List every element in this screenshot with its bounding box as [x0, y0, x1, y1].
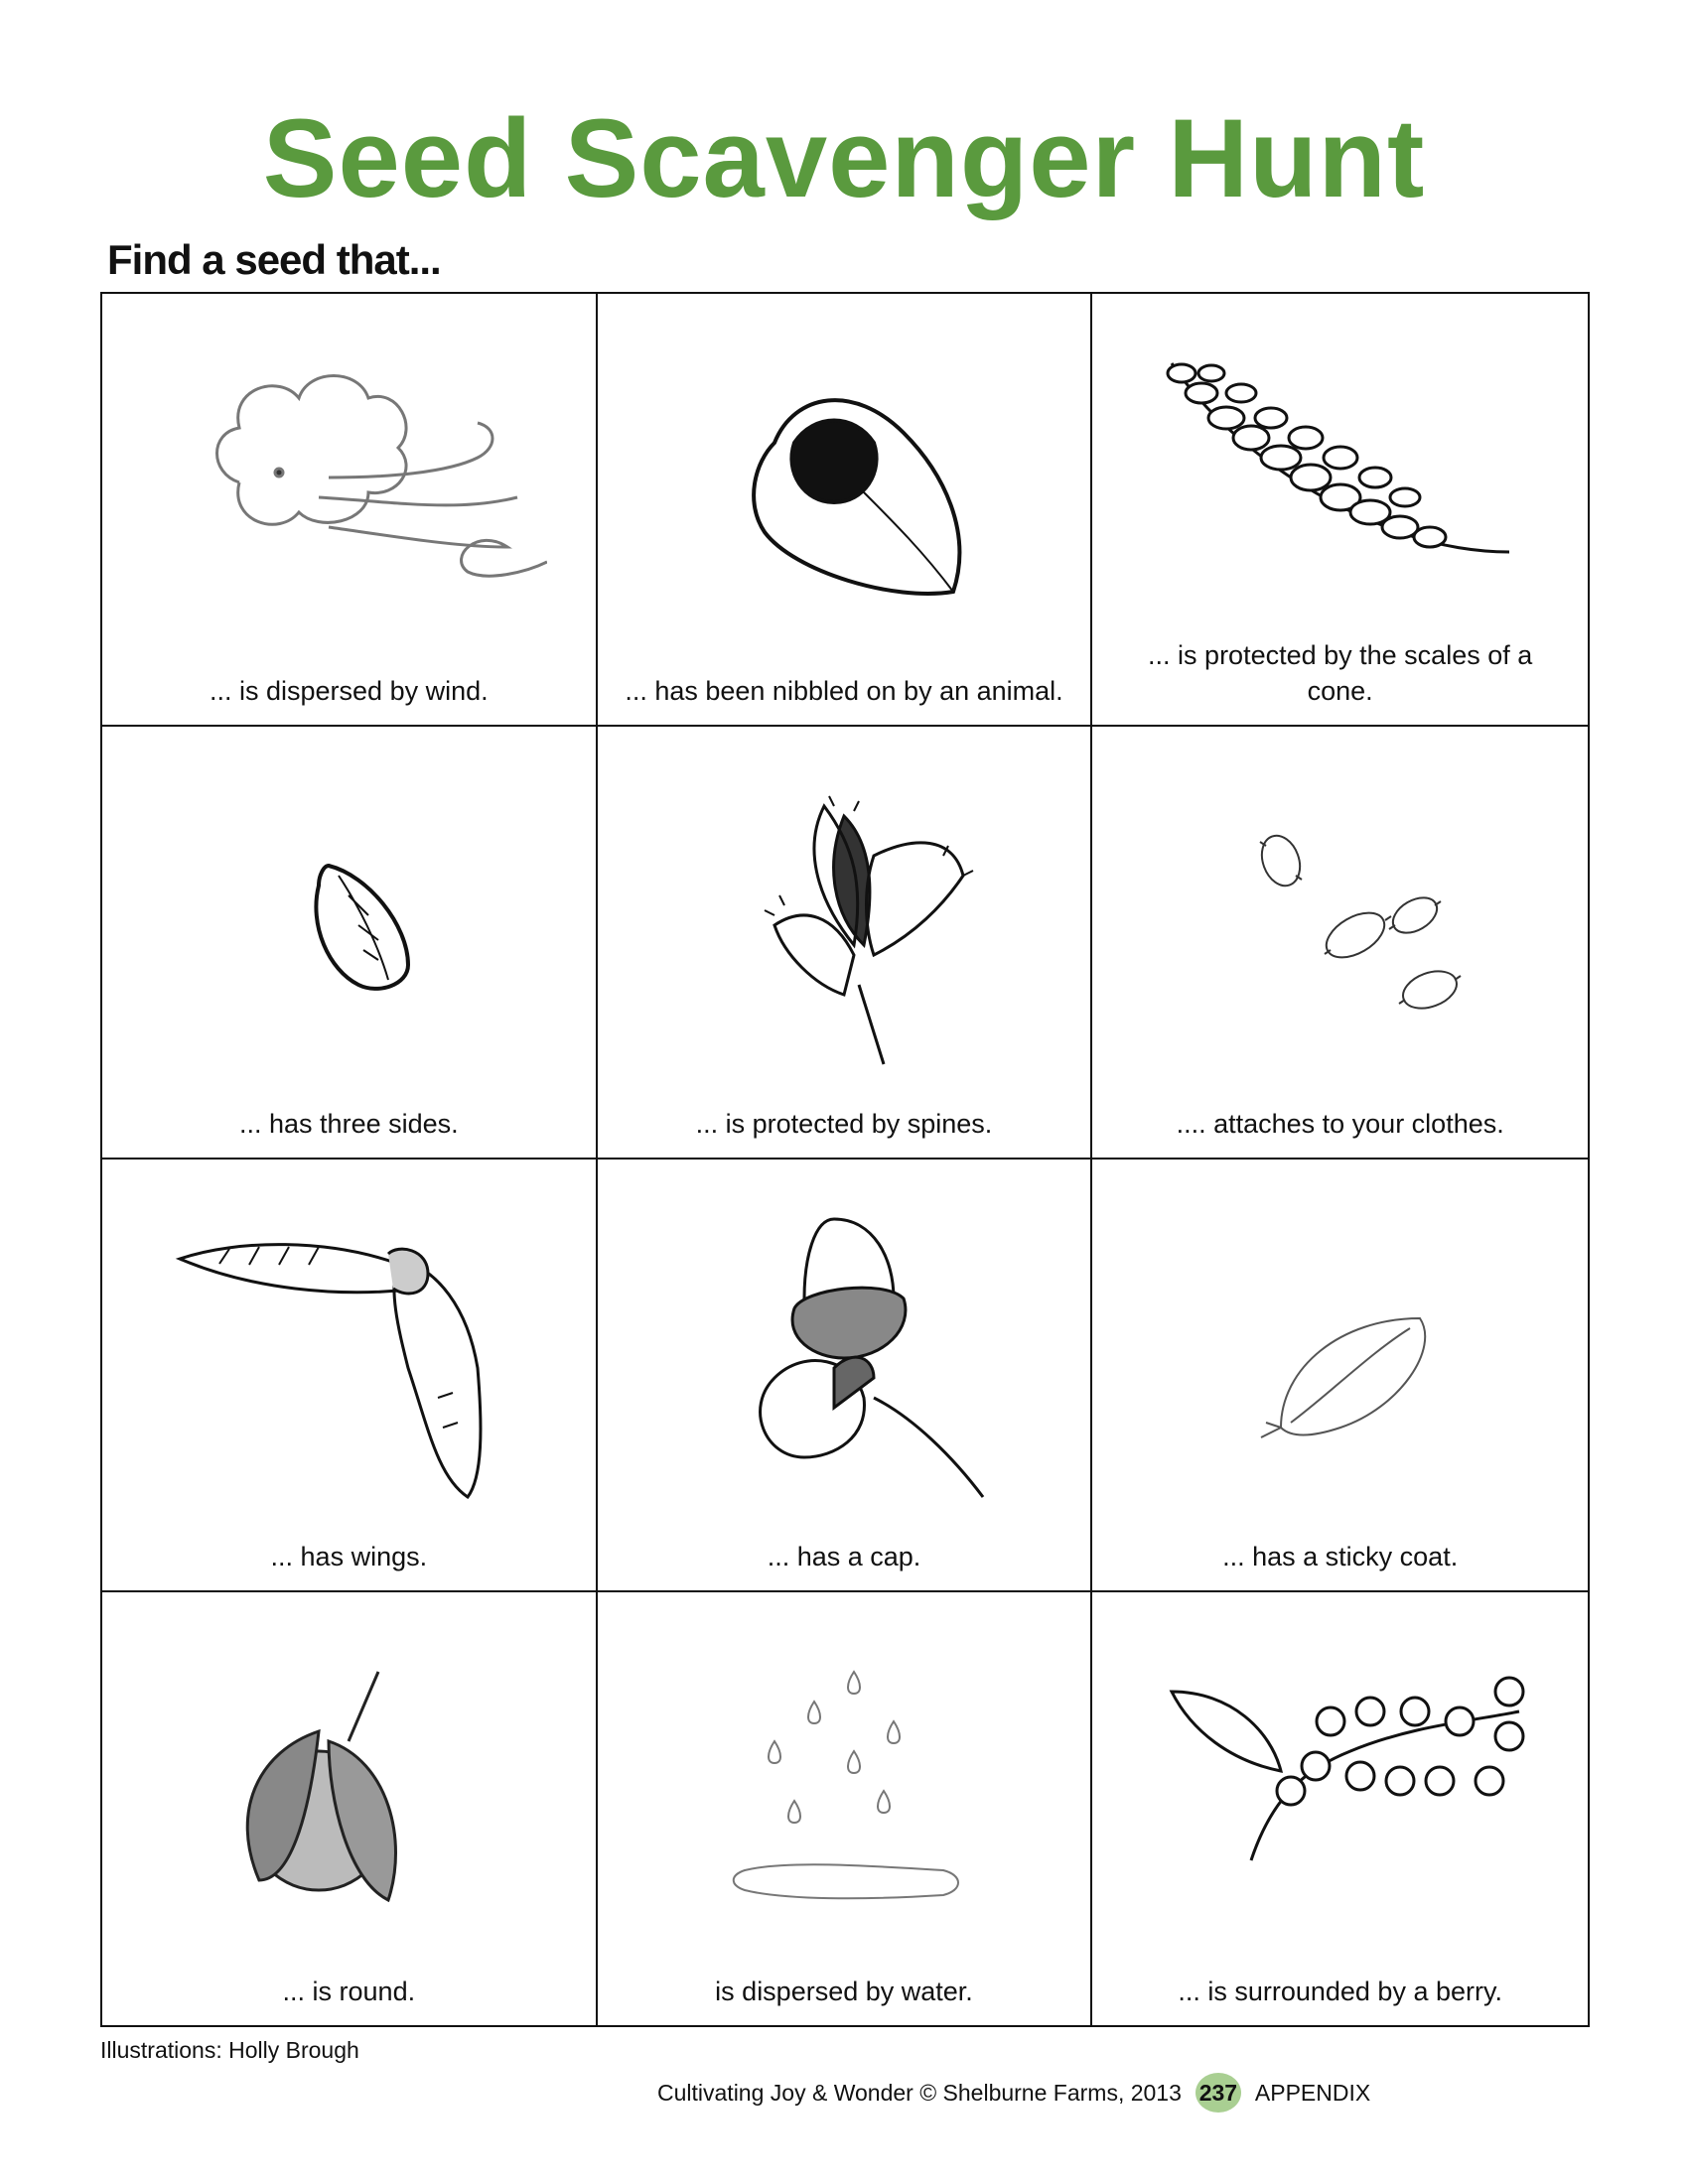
winged-seed-icon — [150, 1199, 547, 1527]
page-number-badge: 237 — [1196, 2073, 1241, 2113]
spiny-husk-icon — [645, 766, 1043, 1094]
grid-cell-wings — [102, 1160, 598, 1592]
cell-caption: ... has wings. — [270, 1542, 428, 1571]
grid-cell-spines — [598, 727, 1093, 1160]
cell-caption: ... is surrounded by a berry. — [1178, 1977, 1502, 2006]
round-seed-pod-icon — [150, 1632, 547, 1960]
footer-section: APPENDIX — [1254, 2079, 1371, 2106]
cell-caption: ... is protected by spines. — [695, 1109, 993, 1139]
sticky-seed-icon — [1142, 1199, 1539, 1527]
grid-cell-wind — [102, 294, 598, 727]
grid-cell-sticky — [1092, 1160, 1588, 1592]
three-sided-seed-icon — [150, 766, 547, 1094]
grid-cell-round — [102, 1592, 598, 2025]
page-subtitle: Find a seed that... — [107, 236, 441, 283]
cell-caption: ... has a sticky coat. — [1222, 1542, 1459, 1571]
berry-branch-icon — [1132, 1632, 1549, 1960]
cone-scales-icon — [1132, 334, 1549, 592]
burr-seeds-icon — [1142, 766, 1539, 1094]
grid-cell-three-sides — [102, 727, 598, 1160]
water-drops-icon — [645, 1632, 1043, 1960]
cell-caption: .... attaches to your clothes. — [1176, 1109, 1504, 1139]
page-title: Seed Scavenger Hunt — [262, 96, 1426, 220]
nibbled-nut-icon — [645, 334, 1043, 661]
grid-cell-nibbled — [598, 294, 1093, 727]
page-footer — [657, 2073, 1370, 2113]
illustration-credit: Illustrations: Holly Brough — [100, 2037, 359, 2063]
wind-cloud-icon — [150, 334, 547, 661]
cell-caption: is dispersed by water. — [715, 1977, 973, 2006]
grid-cell-cone — [1092, 294, 1588, 727]
scavenger-grid — [100, 292, 1590, 2027]
grid-cell-cap — [598, 1160, 1093, 1592]
grid-cell-berry — [1092, 1592, 1588, 2025]
cell-caption: ... has a cap. — [767, 1542, 921, 1571]
cell-caption: ... is protected by the scales of a cone. — [1148, 640, 1533, 706]
cell-caption: ... is dispersed by wind. — [210, 676, 489, 706]
acorn-icon — [645, 1199, 1043, 1527]
cell-caption: ... has three sides. — [239, 1109, 459, 1139]
cell-caption: ... is round. — [282, 1977, 416, 2006]
grid-cell-clothes — [1092, 727, 1588, 1160]
cell-caption: ... has been nibbled on by an animal. — [625, 676, 1063, 706]
footer-text: Cultivating Joy & Wonder © Shelburne Farms, 2013 — [657, 2079, 1182, 2106]
grid-cell-water — [598, 1592, 1093, 2025]
